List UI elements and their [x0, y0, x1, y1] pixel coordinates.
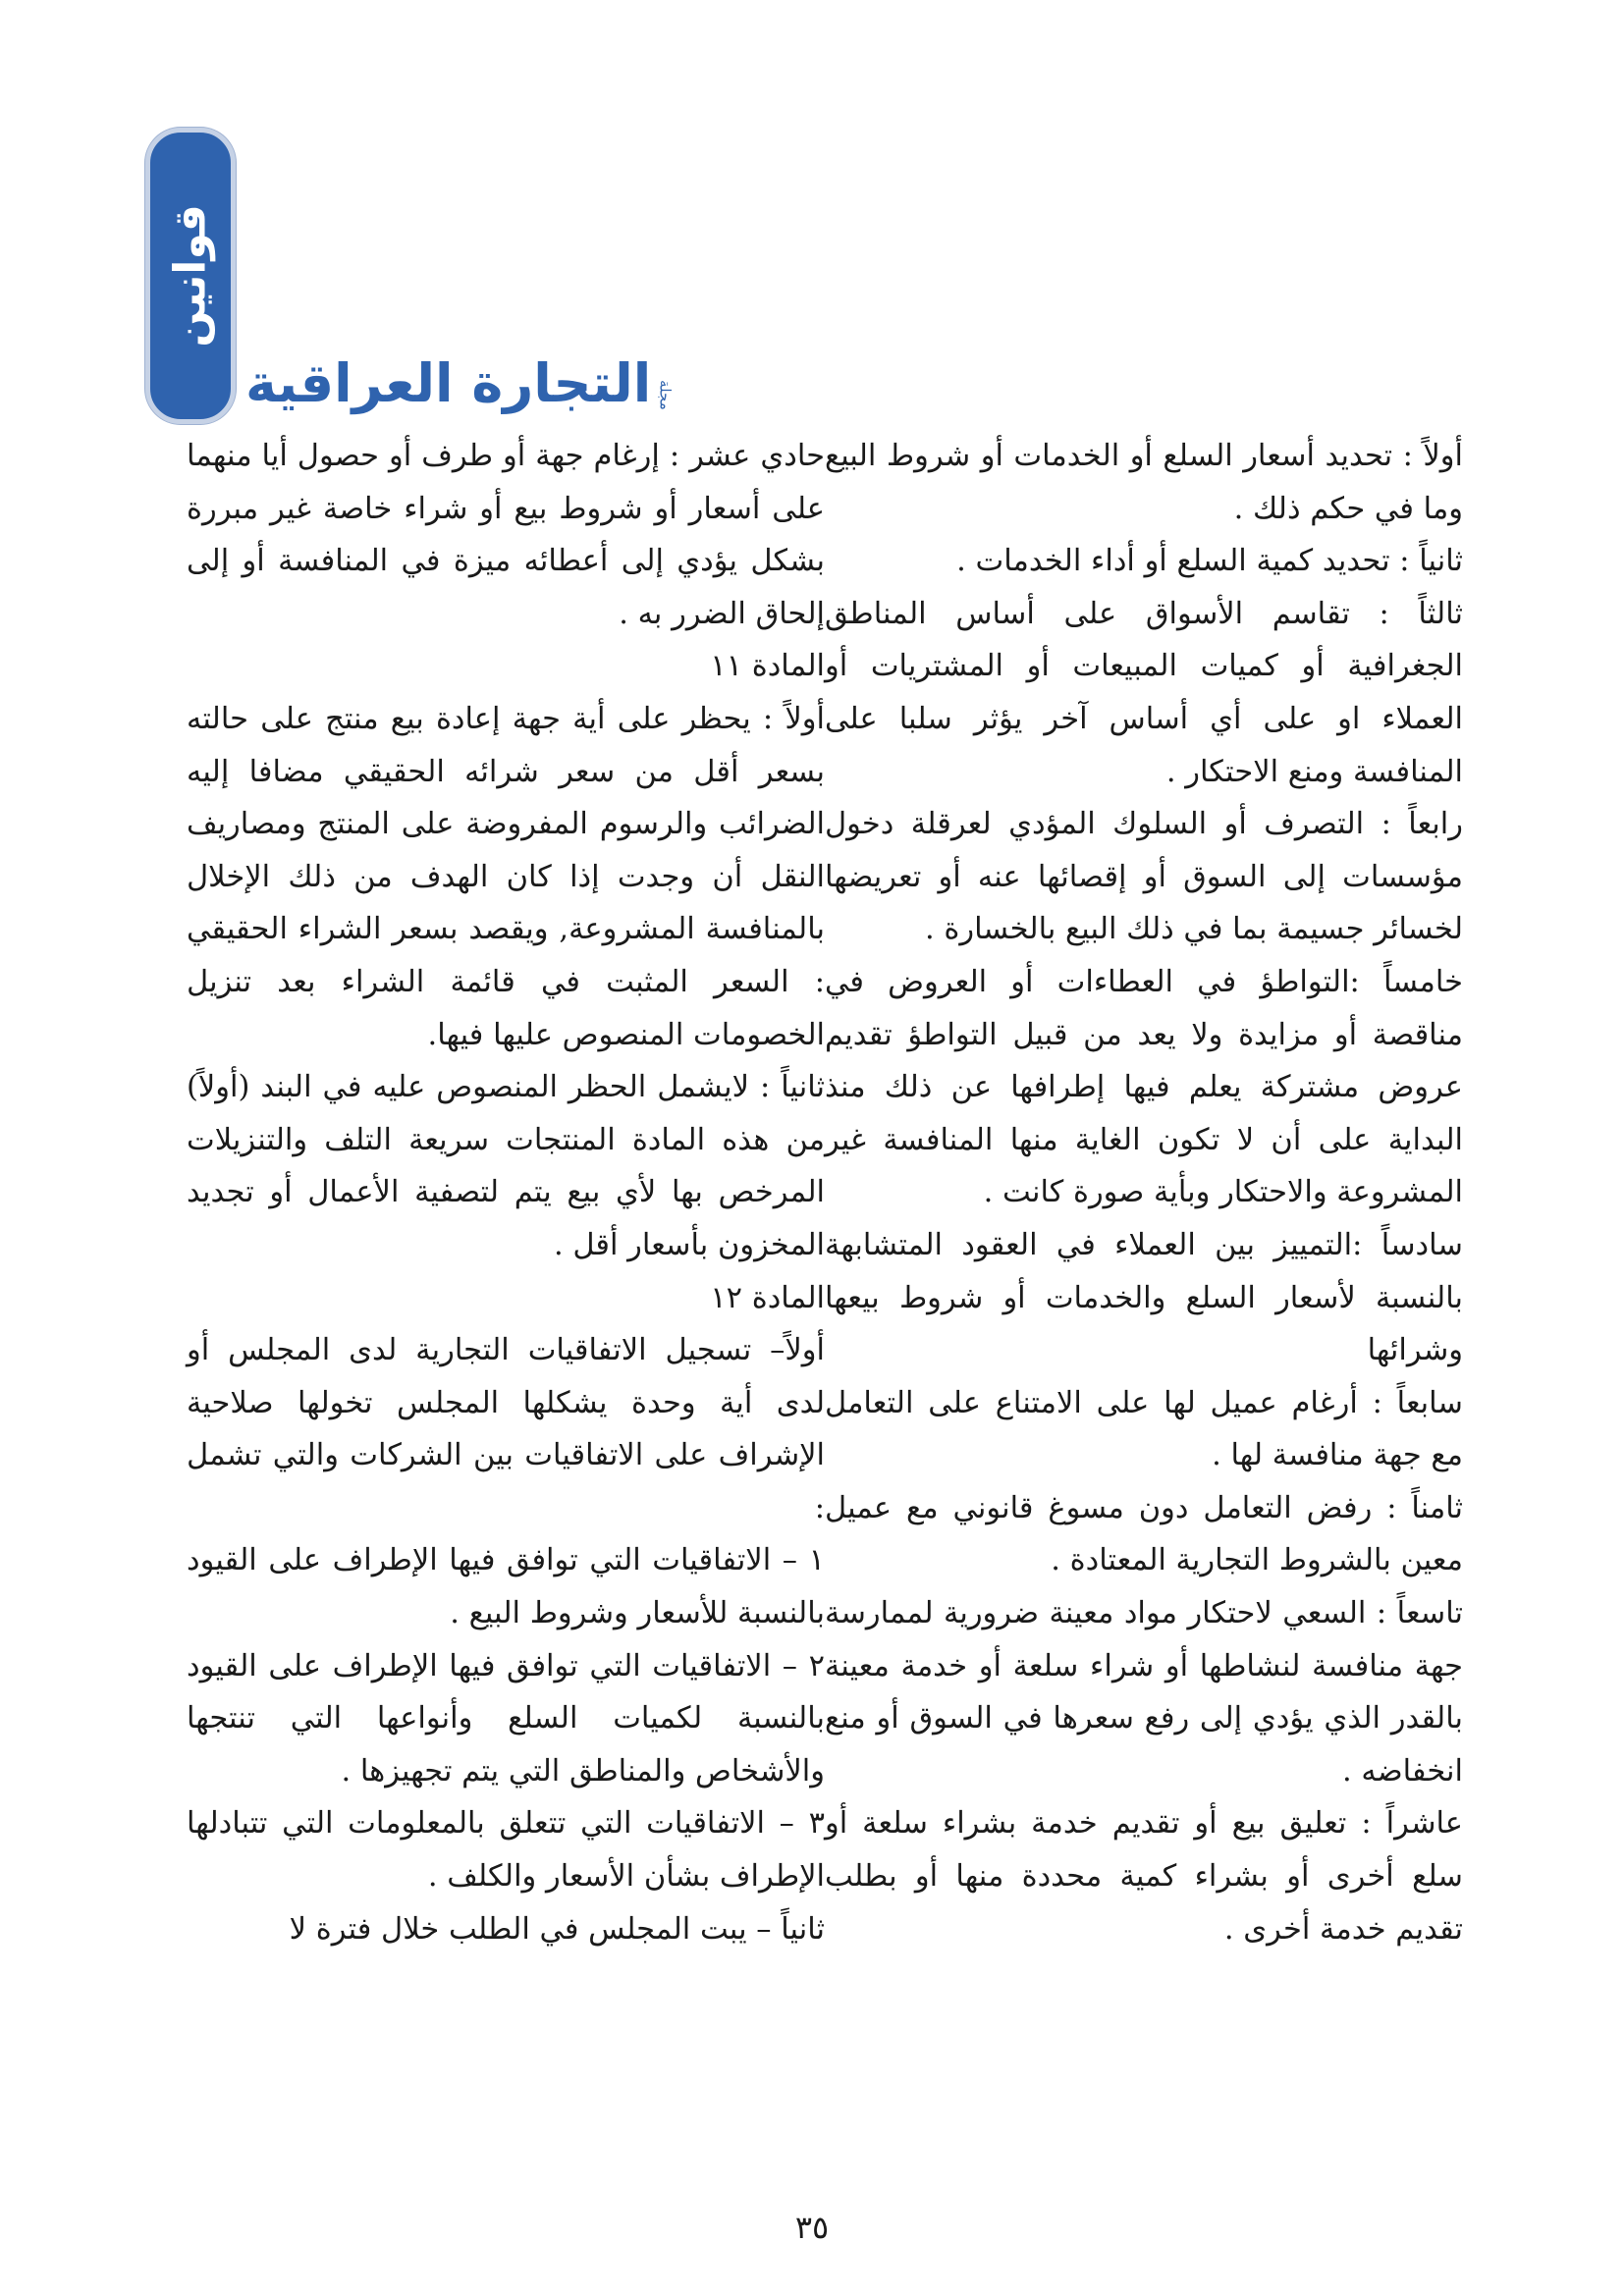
- paragraph: تاسعاً : السعي لاحتكار مواد معينة ضرورية لممارسة جهة منافسة لنشاطها أو شراء سلعة أو خدمة معينة بالقدر الذي يؤدي إلى رفع سعرها في السوق أو منع انخفاضه .: [825, 1596, 1463, 1789]
- magazine-logo-small: مجلة: [656, 380, 675, 410]
- paragraph: رابعاً : التصرف أو السلوك المؤدي لعرقلة دخول مؤسسات إلى السوق أو إقصائها عنه أو تعريضها لخسائر جسيمة بما في ذلك البيع بالخسارة .: [825, 807, 1463, 947]
- article-column-left: [187, 430, 825, 1955]
- paragraph: سابعاً : أرغام عميل لها على الامتناع على التعامل مع جهة منافسة لها .: [825, 1385, 1463, 1473]
- page-number: ٣٥: [794, 2209, 830, 2246]
- paragraph: ثانياً : لايشمل الحظر المنصوص عليه في البند (أولاً) من هذه المادة المنتجات سريعة التلف والتنزيلات المرخص بها لأي بيع يتم لتصفية الأعمال أو تجديد المخزون بأسعار أقل .: [187, 1070, 825, 1262]
- paragraph: ١ – الاتفاقيات التي توافق فيها الإطراف على القيود بالنسبة للأسعار وشروط البيع .: [187, 1543, 825, 1631]
- paragraph: سادساً :التمييز بين العملاء في العقود المتشابهة بالنسبة لأسعار السلع والخدمات أو شروط بيعها وشرائها: [825, 1227, 1463, 1368]
- magazine-logo: [245, 342, 675, 414]
- section-tab-label: قوانين: [165, 204, 216, 347]
- paragraph: أولاً : تحديد أسعار السلع أو الخدمات أو شروط البيع وما في حكم ذلك .: [825, 439, 1463, 526]
- paragraph: ثالثاً : تقاسم الأسواق على أساس المناطق الجغرافية أو كميات المبيعات أو المشتريات أو العملاء او على أي أساس آخر يؤثر سلبا على المنافسة ومنع الاحتكار .: [825, 596, 1463, 789]
- article-heading: المادة ١١: [710, 649, 825, 684]
- paragraph: ثامناً : رفض التعامل دون مسوغ قانوني مع عميل معين بالشروط التجارية المعتادة .: [825, 1490, 1463, 1578]
- paragraph: ٢ – الاتفاقيات التي توافق فيها الإطراف على القيود بالنسبة لكميات السلع وأنواعها التي تنتجها والأشخاص والمناطق التي يتم تجهيزها .: [187, 1648, 825, 1789]
- paragraph: ثانياً : تحديد كمية السلع أو أداء الخدمات .: [956, 544, 1463, 579]
- paragraph: أولاً : يحظر على أية جهة إعادة بيع منتج على حالته بسعر أقل من سعر شرائه الحقيقي مضافا إليه الضرائب والرسوم المفروضة على المنتج ومصاريف النقل أن وجدت إذا كان الهدف من ذلك الإخلال بالمنافسة المشروعة, ويقصد بسعر الشراء الحقيقي : السعر المثبت في قائمة الشراء بعد تنزيل الخصومات المنصوص عليها فيها.: [187, 701, 825, 1052]
- magazine-logo-title: التجارة العراقية: [245, 352, 652, 414]
- paragraph: حادي عشر : إرغام جهة أو طرف أو حصول أيا منهما على أسعار أو شروط بيع أو شراء خاصة غير مبررة بشكل يؤدي إلى أعطائه ميزة في المنافسة أو إلى إلحاق الضرر به .: [187, 439, 825, 631]
- paragraph: عاشراً : تعليق بيع أو تقديم خدمة بشراء سلعة أو سلع أخرى أو بشراء كمية محددة منها أو بطلب تقديم خدمة أخرى .: [825, 1806, 1463, 1947]
- section-tab: [145, 128, 236, 424]
- article-column-right: [825, 430, 1463, 1955]
- paragraph: خامساً :التواطؤ في العطاءات أو العروض في مناقصة أو مزايدة ولا يعد من قبيل التواطؤ تقديم عروض مشتركة يعلم فيها إطرافها عن ذلك منذ البداية على أن لا تكون الغاية منها المنافسة غير المشروعة والاحتكار وبأية صورة كانت .: [825, 964, 1463, 1210]
- paragraph: ٣ – الاتفاقيات التي تتعلق بالمعلومات التي تتبادلها الإطراف بشأن الأسعار والكلف .: [187, 1806, 825, 1895]
- paragraph: ثانياً – يبت المجلس في الطلب خلال فترة لا: [289, 1911, 825, 1947]
- article-heading: المادة ١٢: [710, 1280, 825, 1315]
- paragraph: أولاً– تسجيل الاتفاقيات التجارية لدى المجلس أو لدى أية وحدة يشكلها المجلس تخولها صلاحية الإشراف على الاتفاقيات بين الشركات والتي تشمل :: [187, 1333, 825, 1525]
